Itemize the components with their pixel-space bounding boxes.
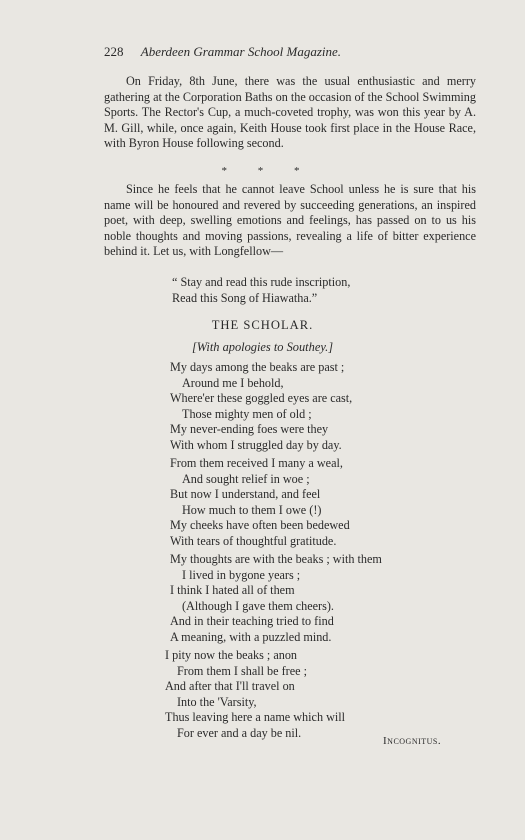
poem-line: From them I shall be free ;: [177, 663, 307, 678]
poem-line: From them received I many a weal,: [170, 456, 343, 470]
publication-title: Aberdeen Grammar School Magazine.: [140, 44, 342, 59]
poem-stanza-2: [170, 456, 350, 550]
poem-line: A meaning, with a puzzled mind.: [170, 629, 332, 644]
poem-title: THE SCHOLAR.: [211, 318, 314, 332]
poem-line: I pity now the beaks ; anon: [165, 648, 298, 662]
poem-line: And after that I'll travel on: [165, 679, 295, 694]
section-separator: [0, 165, 525, 177]
poem-stanza-1: [170, 360, 352, 454]
poem-line: How much to them I owe (!): [182, 502, 322, 517]
poem-line: And in their teaching tried to find: [170, 614, 334, 629]
poem-line: My never-ending foes were they: [170, 422, 329, 437]
poem-line: Around me I behold,: [182, 375, 284, 390]
poem-line: I think I hated all of them: [170, 583, 295, 598]
poem-line: My days among the beaks are past ;: [170, 360, 345, 374]
poem-line: My cheeks have often been bedewed: [170, 518, 350, 533]
page-number: 228: [104, 44, 124, 59]
author-signature: Incognitus.: [383, 735, 442, 747]
quote-line: Read this Song of Hiawatha.”: [172, 290, 318, 305]
quote-line: “ Stay and read this rude inscription,: [172, 275, 351, 289]
poem-line: With whom I struggled day by day.: [170, 437, 342, 452]
poem-line: For ever and a day be nil.: [177, 725, 302, 740]
separator-star: *: [257, 165, 268, 177]
poem-line: Thus leaving here a name which will: [165, 710, 346, 725]
separator-star: *: [221, 165, 231, 177]
poem-stanza-3: [170, 552, 382, 646]
poem-stanza-4: [165, 648, 345, 742]
poem-line: With tears of thoughtful gratitude.: [170, 533, 337, 548]
longfellow-quote: [172, 275, 350, 306]
poem-line: (Although I gave them cheers).: [182, 598, 334, 613]
paragraph-poet-intro: Since he feels that he cannot leave School unless he is sure that his name will be honoured and revered by succeeding generations, an inspired poet, with deep, swelling emotions and feelings, has passed on to us his noble thoughts and moving passions, revealing a life of bitter experience behind it. Let us, with Longfellow—: [104, 182, 476, 259]
poem-subtitle: [With apologies to Southey.]: [191, 340, 334, 354]
poem-line: But now I understand, and feel: [170, 487, 321, 502]
poem-line: And sought relief in woe ;: [182, 471, 310, 486]
paragraph-swimming-sports: On Friday, 8th June, there was the usual enthusiastic and merry gathering at the Corporation Baths on the occasion of the School Swimming Sports. The Rector's Cup, a much-coveted trophy, was won this year by A. M. Gill, while, once again, Keith House took first place in the House Race, with Byron House following second.: [104, 74, 476, 151]
poem-line: My thoughts are with the beaks ; with them: [170, 552, 382, 566]
separator-star: *: [294, 165, 304, 177]
poem-line: Where'er these goggled eyes are cast,: [170, 391, 353, 406]
poem-line: I lived in bygone years ;: [182, 567, 301, 582]
poem-line: Those mighty men of old ;: [182, 406, 312, 421]
poem-line: Into the 'Varsity,: [177, 694, 257, 709]
page-header: [104, 44, 341, 60]
